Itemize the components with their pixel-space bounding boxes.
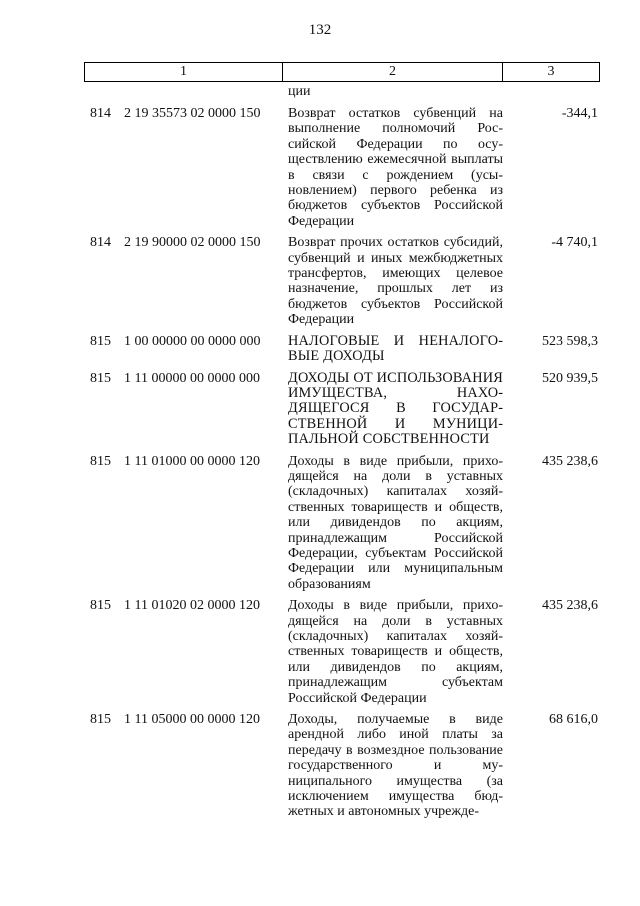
continuation-text: ции — [288, 84, 311, 99]
amount-value: 435 238,6 — [542, 453, 598, 469]
budget-classification-code: 1 11 00000 00 0000 000 — [124, 370, 260, 386]
amount-value: 435 238,6 — [542, 598, 598, 614]
admin-code: 815 — [90, 598, 111, 614]
budget-classification-code: 2 19 35573 02 0000 150 — [124, 106, 261, 121]
table-row — [90, 371, 600, 448]
page-number: 132 — [308, 22, 332, 38]
income-name: Доходы в виде прибыли, приходящейся на доли в уставных (складочных) капиталах хозяйственных товариществ и обществ, или дивидендов по акциям, принадлежащим субъектам Российской Федерации — [288, 598, 503, 706]
table-row — [90, 235, 600, 327]
amount-value: -344,1 — [561, 106, 598, 121]
admin-code: 814 — [90, 106, 111, 121]
column-header-3: 3 — [547, 64, 555, 79]
income-name: Возврат остатков субвенций на выполнение полномочий Российской Федерации по осуществлению ежемесячной выплаты в связи с рождением (усыновлением) первого ребенка из бюджетов субъектов Российской Федерации — [288, 106, 503, 229]
budget-classification-code: 1 11 01020 02 0000 120 — [124, 598, 260, 614]
table-row — [90, 334, 600, 365]
table-body — [90, 106, 600, 826]
table-column-header — [84, 62, 600, 82]
amount-value: 68 616,0 — [549, 712, 598, 728]
amount-value: 523 598,3 — [542, 333, 598, 349]
table-row — [90, 106, 600, 229]
admin-code: 815 — [90, 370, 111, 386]
income-name: Возврат прочих остатков субсидий, субвенций и иных межбюджетных трансфертов, имеющих целевое назначение, прошлых лет из бюджетов субъектов Российской Федерации — [288, 235, 503, 328]
admin-code: 815 — [90, 453, 111, 469]
amount-value: 520 939,5 — [542, 370, 598, 386]
budget-classification-code: 1 00 00000 00 0000 000 — [124, 333, 261, 349]
column-header-2: 2 — [283, 63, 503, 81]
income-name: НАЛОГОВЫЕ И НЕНАЛОГОВЫЕ ДОХОДЫ — [288, 332, 503, 365]
budget-classification-code: 1 11 05000 00 0000 120 — [124, 712, 260, 728]
amount-value: -4 740,1 — [551, 235, 598, 251]
budget-classification-code: 2 19 90000 02 0000 150 — [124, 235, 261, 251]
income-name: Доходы в виде прибыли, приходящейся на доли в уставных (складочных) капиталах хозяйственных товариществ и обществ, или дивидендов по акциям, принадлежащим Российской Федерации, субъектам Российской Федерации или муниципальным образованиям — [288, 453, 503, 592]
table-row — [90, 454, 600, 593]
admin-code: 814 — [90, 235, 111, 251]
table-row — [90, 598, 600, 706]
budget-classification-code: 1 11 01000 00 0000 120 — [124, 453, 260, 469]
income-name: Доходы, получаемые в виде арендной либо иной платы за передачу в возмездное пользование государственного и муниципального имущества (за исключением имущества бюджетных и автономных учрежде- — [288, 712, 503, 820]
table-row — [90, 712, 600, 820]
admin-code: 815 — [90, 712, 111, 728]
income-name: ДОХОДЫ ОТ ИСПОЛЬЗОВАНИЯ ИМУЩЕСТВА, НАХОДЯЩЕГОСЯ В ГОСУДАРСТВЕННОЙ И МУНИЦИПАЛЬНОЙ СОБСТВЕННОСТИ — [288, 369, 503, 448]
column-header-1: 1 — [85, 63, 283, 81]
admin-code: 815 — [90, 333, 111, 349]
